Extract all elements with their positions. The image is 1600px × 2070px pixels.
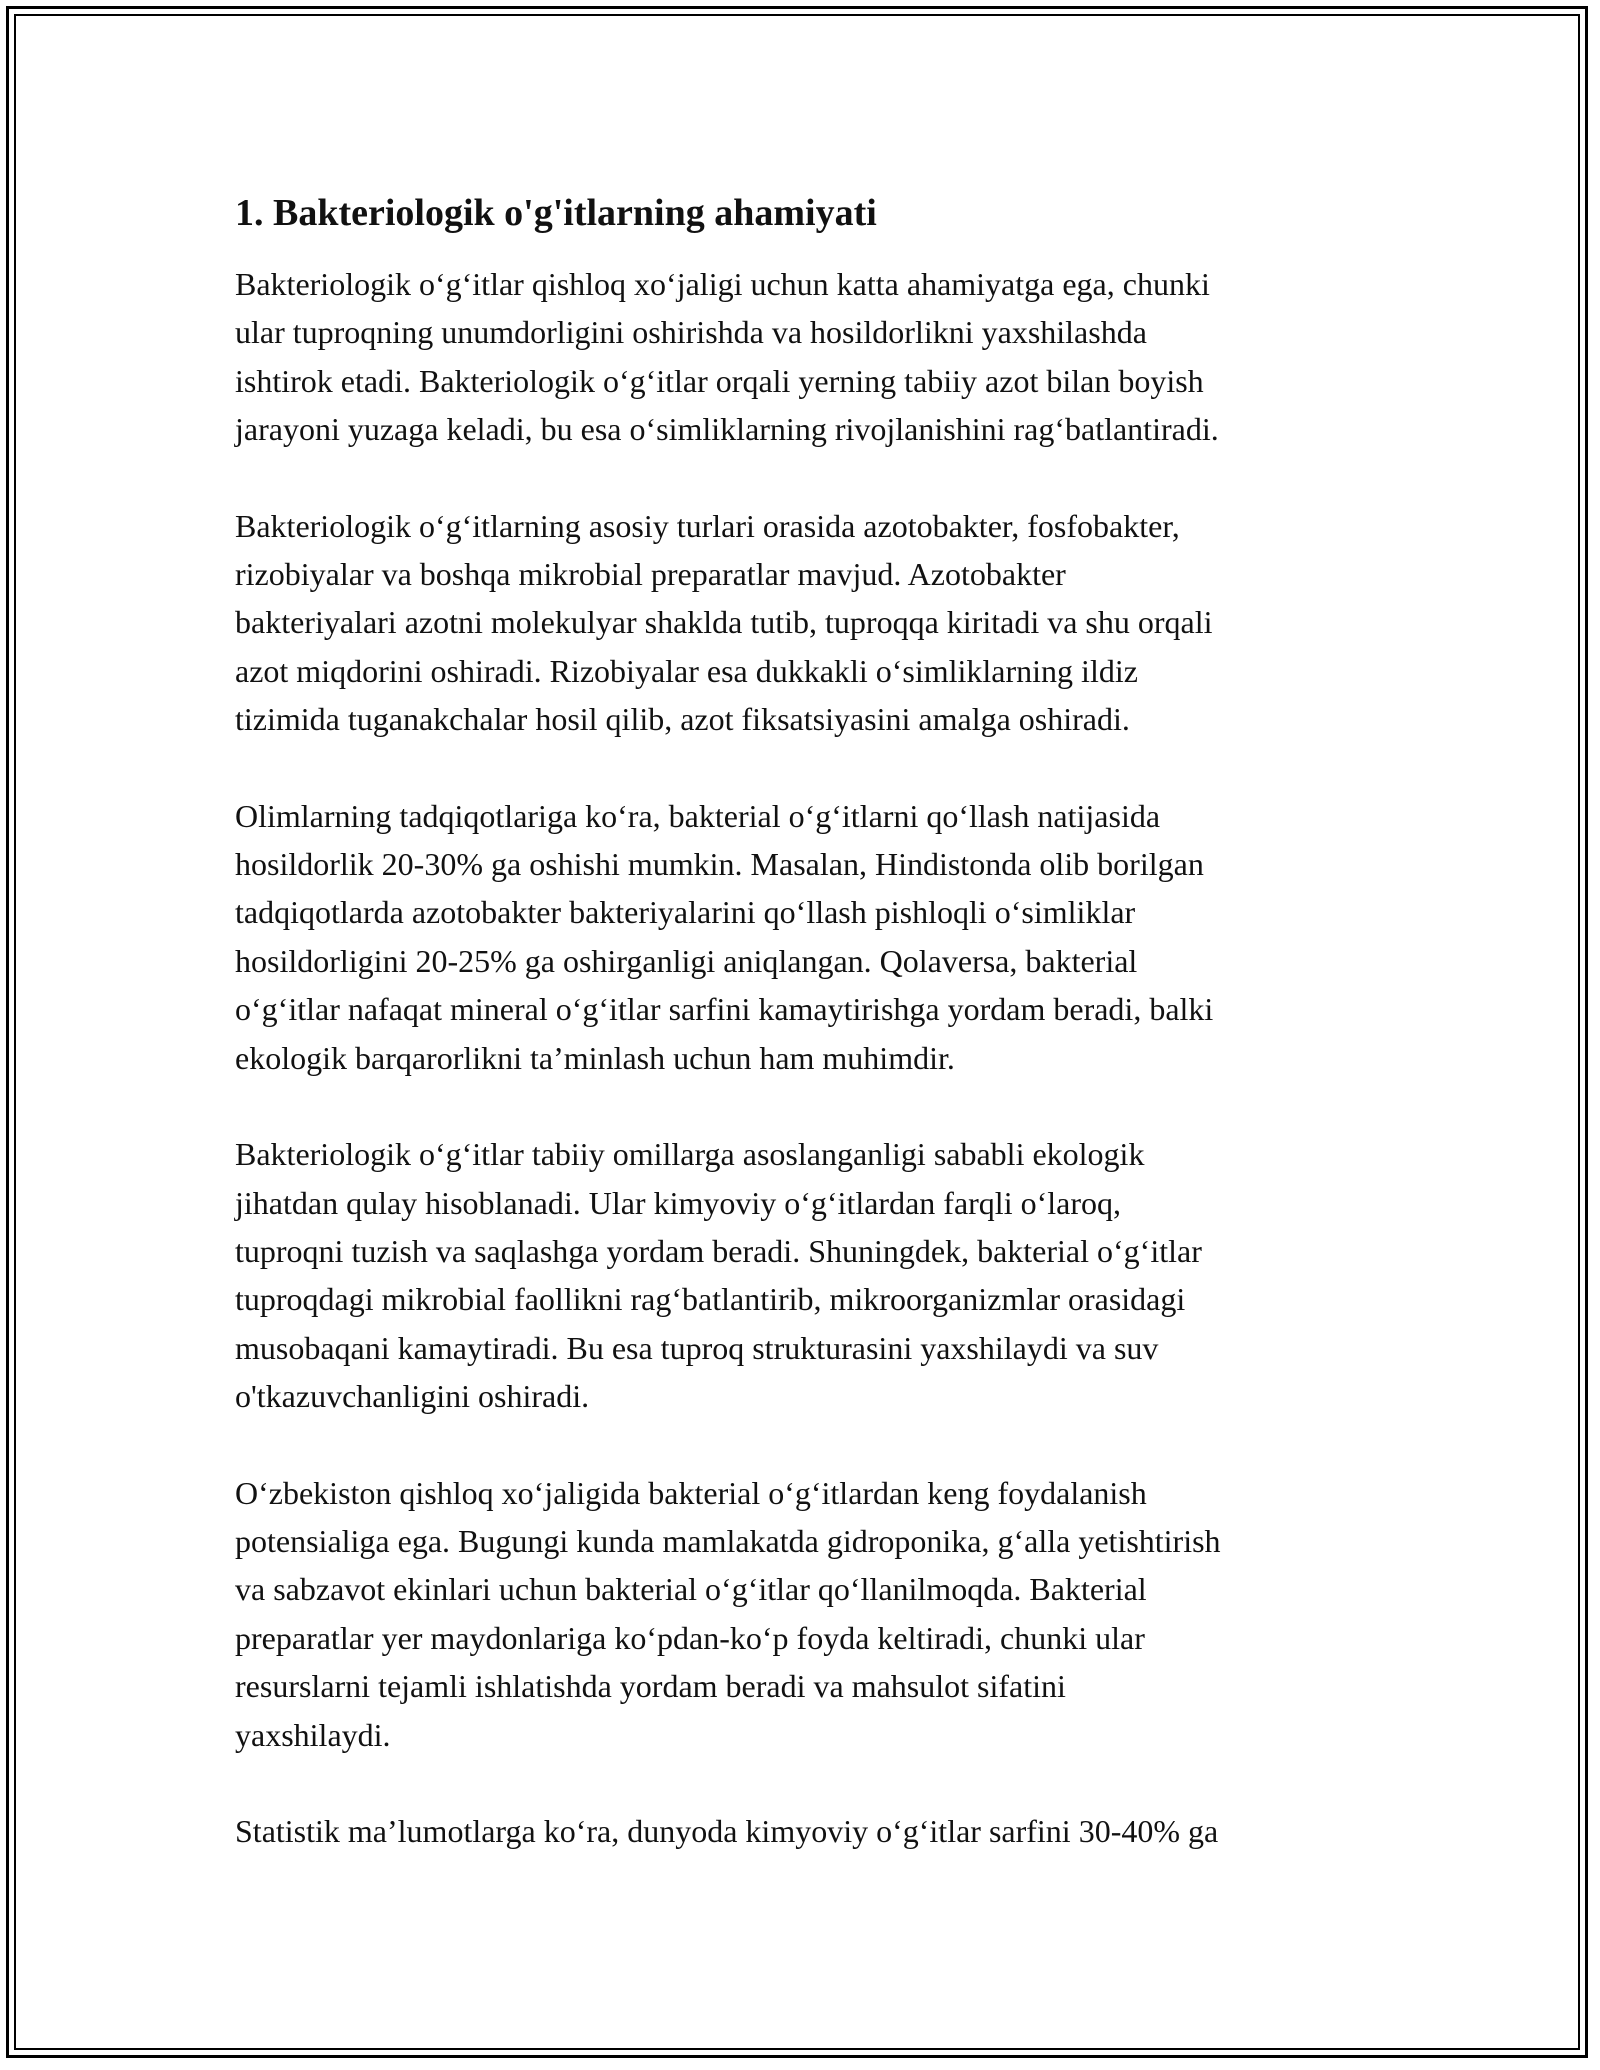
- text-line: Bakteriologik o‘g‘itlarning asosiy turlari orasida azotobakter, fosfobakter,: [235, 507, 1180, 544]
- text-line: azot miqdorini oshiradi. Rizobiyalar esa dukkakli o‘simliklarning ildiz: [235, 652, 1138, 689]
- text-line: potensialiga ega. Bugungi kunda mamlakatda gidroponika, g‘alla yetishtirish: [235, 1522, 1221, 1559]
- text-line: rizobiyalar va boshqa mikrobial preparatlar mavjud. Azotobakter: [235, 556, 1066, 593]
- text-line: preparatlar yer maydonlariga ko‘pdan-ko‘p foyda keltiradi, chunki ular: [235, 1619, 1145, 1656]
- paragraph-4: [235, 1130, 1375, 1420]
- text-line: Bakteriologik o‘g‘itlar tabiiy omillarga asoslanganligi sababli ekologik: [235, 1136, 1145, 1173]
- text-line: tuproqdagi mikrobial faollikni rag‘batlantirib, mikroorganizmlar orasidagi: [235, 1281, 1186, 1318]
- text-line: tuproqni tuzish va saqlashga yordam beradi. Shuningdek, bakterial o‘g‘itlar: [235, 1232, 1202, 1269]
- text-line: o'tkazuvchanligini oshiradi.: [235, 1378, 590, 1415]
- paragraph-5: [235, 1469, 1375, 1759]
- text-line: resurslarni tejamli ishlatishda yordam beradi va mahsulot sifatini: [235, 1668, 1066, 1705]
- text-line: ekologik barqarorlikni ta’minlash uchun ham muhimdir.: [235, 1039, 955, 1076]
- document-body: [235, 188, 1375, 1903]
- text-line: Olimlarning tadqiqotlariga ko‘ra, bakterial o‘g‘itlarni qo‘llash natijasida: [235, 797, 1161, 834]
- text-line: O‘zbekiston qishloq xo‘jaligida bakterial o‘g‘itlardan keng foydalanish: [235, 1474, 1147, 1511]
- text-line: yaxshilaydi.: [235, 1716, 391, 1753]
- text-line: ishtirok etadi. Bakteriologik o‘g‘itlar orqali yerning tabiiy azot bilan boyish: [235, 362, 1204, 399]
- text-line: tizimida tuganakchalar hosil qilib, azot fiksatsiyasini amalga oshiradi.: [235, 701, 1130, 738]
- text-line: bakteriyalari azotni molekulyar shaklda tutib, tuproqqa kiritadi va shu orqali: [235, 604, 1213, 641]
- text-line: hosildorlik 20-30% ga oshishi mumkin. Masalan, Hindistonda olib borilgan: [235, 846, 1204, 883]
- section-heading: 1. Bakteriologik o'g'itlarning ahamiyati: [235, 192, 877, 234]
- paragraph-2: [235, 502, 1375, 744]
- paragraph-3: [235, 792, 1375, 1082]
- text-line: jihatdan qulay hisoblanadi. Ular kimyoviy o‘g‘itlardan farqli o‘laroq,: [235, 1184, 1121, 1221]
- paragraph-6: [235, 1807, 1375, 1855]
- text-line: va sabzavot ekinlari uchun bakterial o‘g‘itlar qo‘llanilmoqda. Bakterial: [235, 1571, 1147, 1608]
- text-line: o‘g‘itlar nafaqat mineral o‘g‘itlar sarfini kamaytirishga yordam beradi, balki: [235, 991, 1214, 1028]
- text-line: jarayoni yuzaga keladi, bu esa o‘simliklarning rivojlanishini rag‘batlantiradi.: [235, 411, 1219, 448]
- text-line: Bakteriologik o‘g‘itlar qishloq xo‘jaligi uchun katta ahamiyatga ega, chunki: [235, 266, 1210, 302]
- text-line: musobaqani kamaytiradi. Bu esa tuproq strukturasini yaxshilaydi va suv: [235, 1329, 1159, 1366]
- paragraph-1: [235, 260, 1375, 454]
- text-line: ular tuproqning unumdorligini oshirishda va hosildorlikni yaxshilashda: [235, 314, 1147, 351]
- text-line: tadqiqotlarda azotobakter bakteriyalarini qo‘llash pishloqli o‘simliklar: [235, 894, 1136, 931]
- text-line: hosildorligini 20-25% ga oshirganligi aniqlangan. Qolaversa, bakterial: [235, 942, 1138, 979]
- text-line: Statistik ma’lumotlarga ko‘ra, dunyoda kimyoviy o‘g‘itlar sarfini 30-40% ga: [235, 1812, 1219, 1849]
